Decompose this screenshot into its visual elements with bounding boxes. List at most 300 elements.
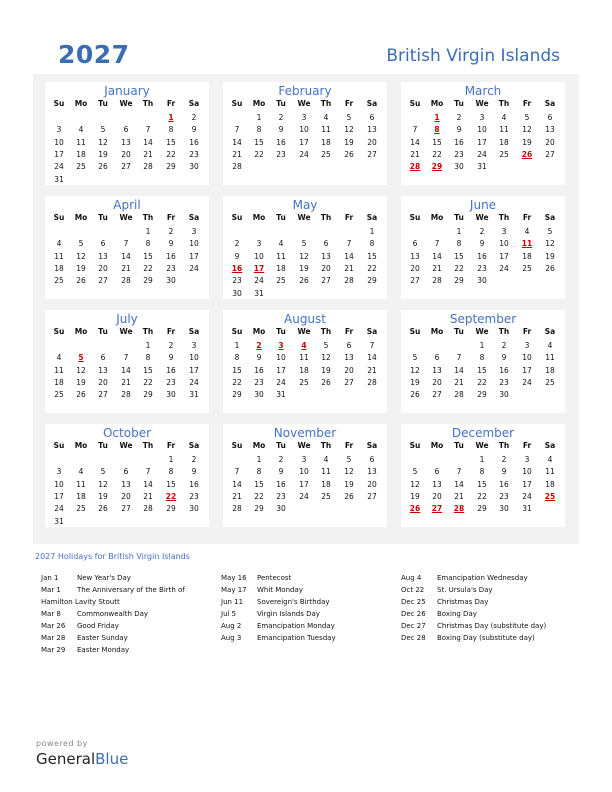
holiday-day-cell[interactable]: 22 — [165, 491, 177, 501]
day-cell[interactable]: 13 — [367, 467, 377, 477]
day-cell[interactable]: 14 — [121, 251, 131, 261]
day-cell[interactable]: 29 — [143, 390, 153, 400]
day-cell[interactable]: 12 — [545, 239, 555, 249]
day-cell[interactable]: 9 — [501, 353, 507, 363]
day-cell[interactable]: 12 — [98, 137, 108, 147]
day-cell[interactable]: 14 — [143, 479, 153, 489]
day-cell[interactable]: 30 — [454, 162, 464, 172]
day-cell[interactable]: 22 — [143, 377, 153, 387]
day-cell[interactable]: 2 — [501, 455, 507, 464]
day-cell[interactable]: 10 — [299, 125, 309, 135]
day-cell[interactable]: 9 — [456, 125, 462, 135]
day-cell[interactable]: 5 — [78, 239, 84, 249]
day-cell[interactable]: 18 — [54, 263, 64, 273]
day-cell[interactable]: 11 — [76, 479, 86, 489]
holiday-day-cell[interactable]: 25 — [544, 491, 556, 501]
day-cell[interactable]: 20 — [121, 149, 131, 159]
day-cell[interactable]: 5 — [301, 239, 307, 249]
day-cell[interactable]: 9 — [278, 125, 284, 135]
day-cell[interactable]: 3 — [191, 227, 197, 236]
day-cell[interactable]: 22 — [477, 377, 487, 387]
day-cell[interactable]: 6 — [123, 125, 129, 135]
day-cell[interactable]: 2 — [456, 113, 462, 122]
day-cell[interactable]: 5 — [100, 467, 106, 477]
day-cell[interactable]: 26 — [344, 491, 354, 501]
day-cell[interactable]: 3 — [56, 125, 62, 135]
day-cell[interactable]: 30 — [499, 504, 509, 514]
day-cell[interactable]: 19 — [344, 137, 354, 147]
day-cell[interactable]: 7 — [234, 467, 240, 477]
day-cell[interactable]: 29 — [477, 504, 487, 514]
day-cell[interactable]: 21 — [121, 377, 131, 387]
day-cell[interactable]: 29 — [254, 504, 264, 514]
day-cell[interactable]: 8 — [168, 467, 174, 477]
day-cell[interactable]: 12 — [344, 125, 354, 135]
day-cell[interactable]: 10 — [522, 467, 532, 477]
day-cell[interactable]: 31 — [54, 516, 64, 526]
day-cell[interactable]: 20 — [410, 263, 420, 273]
day-cell[interactable]: 13 — [121, 137, 131, 147]
day-cell[interactable]: 30 — [166, 276, 176, 286]
day-cell[interactable]: 26 — [98, 162, 108, 172]
day-cell[interactable]: 15 — [367, 251, 377, 261]
day-cell[interactable]: 3 — [479, 113, 485, 122]
day-cell[interactable]: 3 — [191, 341, 197, 350]
day-cell[interactable]: 11 — [321, 467, 331, 477]
day-cell[interactable]: 18 — [76, 491, 86, 501]
day-cell[interactable]: 17 — [477, 137, 487, 147]
day-cell[interactable]: 12 — [76, 251, 86, 261]
day-cell[interactable]: 13 — [410, 251, 420, 261]
day-cell[interactable]: 30 — [232, 288, 242, 298]
day-cell[interactable]: 18 — [522, 251, 532, 261]
day-cell[interactable]: 15 — [477, 479, 487, 489]
day-cell[interactable]: 7 — [346, 239, 352, 249]
day-cell[interactable]: 30 — [166, 390, 176, 400]
holiday-day-cell[interactable]: 27 — [431, 504, 443, 514]
day-cell[interactable]: 9 — [168, 353, 174, 363]
holiday-day-cell[interactable]: 1 — [434, 113, 440, 122]
day-cell[interactable]: 3 — [524, 341, 530, 350]
day-cell[interactable]: 11 — [54, 251, 64, 261]
day-cell[interactable]: 10 — [189, 353, 199, 363]
day-cell[interactable]: 25 — [499, 149, 509, 159]
day-cell[interactable]: 8 — [456, 239, 462, 249]
day-cell[interactable]: 14 — [454, 479, 464, 489]
day-cell[interactable]: 24 — [499, 263, 509, 273]
day-cell[interactable]: 26 — [321, 377, 331, 387]
day-cell[interactable]: 15 — [477, 365, 487, 375]
day-cell[interactable]: 17 — [522, 365, 532, 375]
day-cell[interactable]: 24 — [189, 263, 199, 273]
day-cell[interactable]: 24 — [522, 491, 532, 501]
day-cell[interactable]: 1 — [234, 341, 240, 350]
day-cell[interactable]: 19 — [410, 491, 420, 501]
day-cell[interactable]: 27 — [98, 390, 108, 400]
day-cell[interactable]: 6 — [369, 113, 375, 122]
day-cell[interactable]: 3 — [501, 227, 507, 236]
day-cell[interactable]: 26 — [76, 390, 86, 400]
day-cell[interactable]: 26 — [76, 276, 86, 286]
day-cell[interactable]: 17 — [299, 137, 309, 147]
day-cell[interactable]: 12 — [299, 251, 309, 261]
day-cell[interactable]: 13 — [321, 251, 331, 261]
holiday-day-cell[interactable]: 17 — [253, 263, 265, 273]
day-cell[interactable]: 11 — [54, 365, 64, 375]
day-cell[interactable]: 27 — [98, 276, 108, 286]
day-cell[interactable]: 1 — [168, 455, 174, 464]
day-cell[interactable]: 14 — [232, 137, 242, 147]
day-cell[interactable]: 20 — [367, 137, 377, 147]
day-cell[interactable]: 6 — [434, 353, 440, 363]
holiday-day-cell[interactable]: 26 — [409, 504, 421, 514]
day-cell[interactable]: 30 — [189, 504, 199, 514]
day-cell[interactable]: 25 — [276, 276, 286, 286]
day-cell[interactable]: 27 — [367, 149, 377, 159]
day-cell[interactable]: 16 — [166, 365, 176, 375]
day-cell[interactable]: 10 — [522, 353, 532, 363]
day-cell[interactable]: 17 — [189, 251, 199, 261]
day-cell[interactable]: 21 — [344, 263, 354, 273]
day-cell[interactable]: 17 — [499, 251, 509, 261]
day-cell[interactable]: 18 — [321, 479, 331, 489]
day-cell[interactable]: 24 — [477, 149, 487, 159]
day-cell[interactable]: 17 — [54, 149, 64, 159]
day-cell[interactable]: 15 — [166, 479, 176, 489]
day-cell[interactable]: 19 — [98, 491, 108, 501]
day-cell[interactable]: 23 — [189, 491, 199, 501]
day-cell[interactable]: 6 — [369, 455, 375, 464]
day-cell[interactable]: 6 — [123, 467, 129, 477]
day-cell[interactable]: 8 — [479, 353, 485, 363]
day-cell[interactable]: 27 — [410, 276, 420, 286]
day-cell[interactable]: 22 — [254, 491, 264, 501]
day-cell[interactable]: 29 — [477, 390, 487, 400]
day-cell[interactable]: 23 — [499, 491, 509, 501]
day-cell[interactable]: 16 — [477, 251, 487, 261]
day-cell[interactable]: 4 — [501, 113, 507, 122]
day-cell[interactable]: 22 — [432, 149, 442, 159]
day-cell[interactable]: 10 — [254, 251, 264, 261]
day-cell[interactable]: 28 — [454, 390, 464, 400]
day-cell[interactable]: 31 — [189, 390, 199, 400]
day-cell[interactable]: 11 — [499, 125, 509, 135]
day-cell[interactable]: 21 — [410, 149, 420, 159]
day-cell[interactable]: 23 — [276, 491, 286, 501]
day-cell[interactable]: 3 — [301, 113, 307, 122]
day-cell[interactable]: 16 — [499, 479, 509, 489]
day-cell[interactable]: 18 — [276, 263, 286, 273]
day-cell[interactable]: 7 — [123, 239, 129, 249]
day-cell[interactable]: 8 — [234, 353, 240, 363]
day-cell[interactable]: 25 — [321, 149, 331, 159]
day-cell[interactable]: 23 — [454, 149, 464, 159]
day-cell[interactable]: 23 — [499, 377, 509, 387]
day-cell[interactable]: 3 — [256, 239, 262, 249]
day-cell[interactable]: 17 — [276, 365, 286, 375]
day-cell[interactable]: 15 — [166, 137, 176, 147]
day-cell[interactable]: 7 — [145, 467, 151, 477]
day-cell[interactable]: 9 — [256, 353, 262, 363]
day-cell[interactable]: 13 — [98, 365, 108, 375]
day-cell[interactable]: 26 — [545, 263, 555, 273]
day-cell[interactable]: 19 — [98, 149, 108, 159]
day-cell[interactable]: 6 — [100, 353, 106, 363]
day-cell[interactable]: 29 — [367, 276, 377, 286]
day-cell[interactable]: 27 — [367, 491, 377, 501]
day-cell[interactable]: 9 — [191, 467, 197, 477]
day-cell[interactable]: 6 — [100, 239, 106, 249]
day-cell[interactable]: 8 — [256, 467, 262, 477]
day-cell[interactable]: 10 — [499, 239, 509, 249]
day-cell[interactable]: 12 — [522, 125, 532, 135]
day-cell[interactable]: 4 — [524, 227, 530, 236]
day-cell[interactable]: 6 — [547, 113, 553, 122]
day-cell[interactable]: 20 — [98, 263, 108, 273]
day-cell[interactable]: 15 — [454, 251, 464, 261]
day-cell[interactable]: 3 — [301, 455, 307, 464]
day-cell[interactable]: 12 — [76, 365, 86, 375]
day-cell[interactable]: 22 — [454, 263, 464, 273]
day-cell[interactable]: 28 — [121, 390, 131, 400]
day-cell[interactable]: 24 — [189, 377, 199, 387]
day-cell[interactable]: 7 — [456, 467, 462, 477]
day-cell[interactable]: 1 — [479, 341, 485, 350]
day-cell[interactable]: 9 — [278, 467, 284, 477]
day-cell[interactable]: 19 — [522, 137, 532, 147]
day-cell[interactable]: 7 — [434, 239, 440, 249]
day-cell[interactable]: 14 — [344, 251, 354, 261]
day-cell[interactable]: 19 — [410, 377, 420, 387]
day-cell[interactable]: 28 — [143, 504, 153, 514]
day-cell[interactable]: 14 — [432, 251, 442, 261]
day-cell[interactable]: 26 — [410, 390, 420, 400]
day-cell[interactable]: 5 — [323, 341, 329, 350]
day-cell[interactable]: 4 — [56, 353, 62, 363]
day-cell[interactable]: 25 — [54, 276, 64, 286]
day-cell[interactable]: 18 — [545, 479, 555, 489]
day-cell[interactable]: 22 — [477, 491, 487, 501]
day-cell[interactable]: 12 — [410, 365, 420, 375]
day-cell[interactable]: 9 — [501, 467, 507, 477]
day-cell[interactable]: 1 — [256, 455, 262, 464]
day-cell[interactable]: 30 — [189, 162, 199, 172]
day-cell[interactable]: 24 — [522, 377, 532, 387]
brand-logo[interactable] — [36, 750, 128, 768]
day-cell[interactable]: 5 — [524, 113, 530, 122]
day-cell[interactable]: 31 — [276, 390, 286, 400]
day-cell[interactable]: 14 — [232, 479, 242, 489]
day-cell[interactable]: 18 — [299, 365, 309, 375]
day-cell[interactable]: 20 — [121, 491, 131, 501]
day-cell[interactable]: 28 — [121, 276, 131, 286]
day-cell[interactable]: 2 — [191, 113, 197, 122]
day-cell[interactable]: 26 — [299, 276, 309, 286]
day-cell[interactable]: 22 — [232, 377, 242, 387]
day-cell[interactable]: 28 — [143, 162, 153, 172]
day-cell[interactable]: 13 — [344, 353, 354, 363]
day-cell[interactable]: 21 — [367, 365, 377, 375]
day-cell[interactable]: 11 — [276, 251, 286, 261]
day-cell[interactable]: 19 — [545, 251, 555, 261]
day-cell[interactable]: 16 — [189, 479, 199, 489]
day-cell[interactable]: 20 — [344, 365, 354, 375]
holiday-day-cell[interactable]: 5 — [78, 353, 84, 363]
day-cell[interactable]: 15 — [254, 479, 264, 489]
day-cell[interactable]: 18 — [54, 377, 64, 387]
day-cell[interactable]: 29 — [166, 162, 176, 172]
day-cell[interactable]: 2 — [168, 341, 174, 350]
day-cell[interactable]: 10 — [276, 353, 286, 363]
day-cell[interactable]: 25 — [522, 263, 532, 273]
day-cell[interactable]: 23 — [166, 263, 176, 273]
day-cell[interactable]: 7 — [123, 353, 129, 363]
day-cell[interactable]: 6 — [412, 239, 418, 249]
day-cell[interactable]: 17 — [189, 365, 199, 375]
day-cell[interactable]: 21 — [143, 149, 153, 159]
day-cell[interactable]: 14 — [410, 137, 420, 147]
day-cell[interactable]: 8 — [168, 125, 174, 135]
day-cell[interactable]: 14 — [143, 137, 153, 147]
day-cell[interactable]: 31 — [254, 288, 264, 298]
day-cell[interactable]: 4 — [78, 125, 84, 135]
day-cell[interactable]: 19 — [76, 377, 86, 387]
day-cell[interactable]: 14 — [454, 365, 464, 375]
day-cell[interactable]: 16 — [276, 479, 286, 489]
day-cell[interactable]: 27 — [545, 149, 555, 159]
day-cell[interactable]: 12 — [321, 353, 331, 363]
day-cell[interactable]: 18 — [76, 149, 86, 159]
day-cell[interactable]: 26 — [344, 149, 354, 159]
day-cell[interactable]: 2 — [479, 227, 485, 236]
day-cell[interactable]: 17 — [522, 479, 532, 489]
day-cell[interactable]: 3 — [56, 467, 62, 477]
day-cell[interactable]: 20 — [367, 479, 377, 489]
day-cell[interactable]: 9 — [191, 125, 197, 135]
day-cell[interactable]: 16 — [454, 137, 464, 147]
day-cell[interactable]: 1 — [256, 113, 262, 122]
day-cell[interactable]: 24 — [276, 377, 286, 387]
day-cell[interactable]: 5 — [412, 353, 418, 363]
day-cell[interactable]: 11 — [545, 353, 555, 363]
day-cell[interactable]: 16 — [276, 137, 286, 147]
day-cell[interactable]: 28 — [367, 377, 377, 387]
day-cell[interactable]: 5 — [346, 455, 352, 464]
holiday-day-cell[interactable]: 28 — [453, 504, 465, 514]
day-cell[interactable]: 4 — [323, 455, 329, 464]
day-cell[interactable]: 21 — [232, 149, 242, 159]
holiday-day-cell[interactable]: 11 — [521, 239, 533, 249]
day-cell[interactable]: 30 — [276, 504, 286, 514]
day-cell[interactable]: 2 — [501, 341, 507, 350]
day-cell[interactable]: 23 — [477, 263, 487, 273]
day-cell[interactable]: 6 — [434, 467, 440, 477]
day-cell[interactable]: 1 — [456, 227, 462, 236]
day-cell[interactable]: 1 — [369, 227, 375, 236]
day-cell[interactable]: 23 — [232, 276, 242, 286]
day-cell[interactable]: 25 — [545, 377, 555, 387]
day-cell[interactable]: 18 — [499, 137, 509, 147]
holiday-day-cell[interactable]: 8 — [434, 125, 440, 135]
day-cell[interactable]: 3 — [524, 455, 530, 464]
holiday-day-cell[interactable]: 16 — [231, 263, 243, 273]
day-cell[interactable]: 21 — [121, 263, 131, 273]
day-cell[interactable]: 8 — [479, 467, 485, 477]
day-cell[interactable]: 1 — [479, 455, 485, 464]
day-cell[interactable]: 5 — [346, 113, 352, 122]
day-cell[interactable]: 13 — [432, 365, 442, 375]
day-cell[interactable]: 2 — [278, 455, 284, 464]
day-cell[interactable]: 7 — [456, 353, 462, 363]
day-cell[interactable]: 20 — [98, 377, 108, 387]
day-cell[interactable]: 17 — [54, 491, 64, 501]
day-cell[interactable]: 24 — [254, 276, 264, 286]
day-cell[interactable]: 28 — [232, 504, 242, 514]
day-cell[interactable]: 8 — [369, 239, 375, 249]
day-cell[interactable]: 15 — [254, 137, 264, 147]
day-cell[interactable]: 7 — [412, 125, 418, 135]
day-cell[interactable]: 4 — [547, 455, 553, 464]
day-cell[interactable]: 25 — [76, 162, 86, 172]
holiday-day-cell[interactable]: 2 — [256, 341, 262, 350]
day-cell[interactable]: 24 — [299, 491, 309, 501]
day-cell[interactable]: 29 — [166, 504, 176, 514]
day-cell[interactable]: 2 — [168, 227, 174, 236]
day-cell[interactable]: 2 — [234, 239, 240, 249]
day-cell[interactable]: 21 — [432, 263, 442, 273]
day-cell[interactable]: 14 — [367, 353, 377, 363]
day-cell[interactable]: 29 — [232, 390, 242, 400]
day-cell[interactable]: 23 — [166, 377, 176, 387]
day-cell[interactable]: 20 — [321, 263, 331, 273]
day-cell[interactable]: 7 — [234, 125, 240, 135]
day-cell[interactable]: 8 — [145, 239, 151, 249]
day-cell[interactable]: 16 — [254, 365, 264, 375]
day-cell[interactable]: 30 — [499, 390, 509, 400]
day-cell[interactable]: 4 — [547, 341, 553, 350]
day-cell[interactable]: 6 — [323, 239, 329, 249]
day-cell[interactable]: 1 — [145, 227, 151, 236]
day-cell[interactable]: 10 — [54, 137, 64, 147]
day-cell[interactable]: 22 — [166, 149, 176, 159]
day-cell[interactable]: 29 — [454, 276, 464, 286]
day-cell[interactable]: 19 — [76, 263, 86, 273]
day-cell[interactable]: 11 — [545, 467, 555, 477]
holiday-day-cell[interactable]: 3 — [278, 341, 284, 350]
day-cell[interactable]: 31 — [522, 504, 532, 514]
day-cell[interactable]: 4 — [78, 467, 84, 477]
day-cell[interactable]: 21 — [232, 491, 242, 501]
day-cell[interactable]: 30 — [254, 390, 264, 400]
day-cell[interactable]: 10 — [299, 467, 309, 477]
day-cell[interactable]: 27 — [321, 276, 331, 286]
day-cell[interactable]: 9 — [168, 239, 174, 249]
day-cell[interactable]: 19 — [299, 263, 309, 273]
day-cell[interactable]: 16 — [166, 251, 176, 261]
day-cell[interactable]: 16 — [189, 137, 199, 147]
day-cell[interactable]: 22 — [254, 149, 264, 159]
day-cell[interactable]: 24 — [54, 504, 64, 514]
day-cell[interactable]: 12 — [410, 479, 420, 489]
day-cell[interactable]: 22 — [143, 263, 153, 273]
holiday-day-cell[interactable]: 26 — [521, 149, 533, 159]
day-cell[interactable]: 17 — [299, 479, 309, 489]
day-cell[interactable]: 20 — [432, 377, 442, 387]
day-cell[interactable]: 5 — [100, 125, 106, 135]
day-cell[interactable]: 12 — [344, 467, 354, 477]
day-cell[interactable]: 23 — [254, 377, 264, 387]
day-cell[interactable]: 28 — [232, 162, 242, 172]
